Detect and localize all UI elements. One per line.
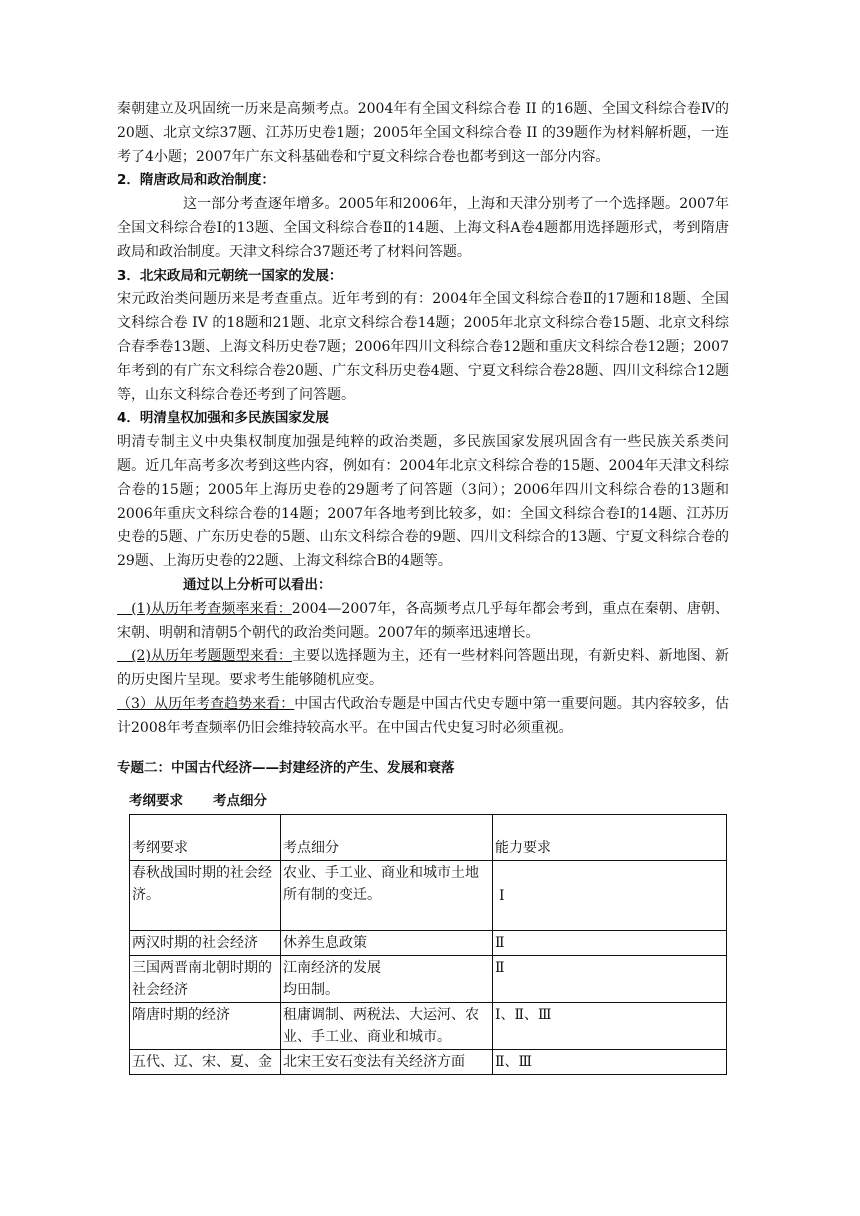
table-cell: Ⅰ、Ⅱ、Ⅲ — [493, 1003, 727, 1050]
table-cell: 休养生息政策 — [281, 931, 493, 956]
analysis-point-1-text: 2004—2007年，各高频考点几乎每年都会考到，重点在秦朝、唐朝、宋朝、明朝和清朝5个朝代的政治类问题。2007年的频率迅速增长。 — [117, 600, 729, 641]
topic-2-title: 专题二：中国古代经济——封建经济的产生、发展和衰落 — [117, 759, 455, 776]
table-cell: 三国两晋南北朝时期的社会经济 — [130, 956, 281, 1003]
analysis-point-2-text: 主要以选择题为主，还有一些材料问答题出现，有新史料、新地图、新的历史图片呈现。要求考生能够随机应变。 — [117, 648, 729, 689]
table-cell: 农业、手工业、商业和城市土地所有制的变迁。 — [281, 861, 493, 931]
table-row — [130, 1050, 727, 1075]
table-cell: 租庸调制、两税法、大运河、农业、手工业、商业和城市。 — [281, 1003, 493, 1050]
table-row — [130, 861, 727, 931]
analysis-point-3-label: （3）从历年考查趋势来看： — [117, 695, 295, 712]
analysis-point-2-label: (2)从历年考题题型来看： — [117, 648, 293, 665]
analysis-point-3-text: 中国古代政治专题是中国古代史专题中第一重要问题。其内容较多，估计2008年考查频率仍旧会维持较高水平。在中国古代史复习时必须重视。 — [117, 695, 729, 736]
requirements-heading — [129, 790, 729, 814]
analysis-point-1-label: (1)从历年考查频率来看： — [117, 600, 292, 617]
analysis-heading: 通过以上分析可以看出： — [183, 576, 332, 593]
table-row — [130, 1003, 727, 1050]
table-header-cell: 考点细分 — [281, 815, 493, 861]
table-cell: 北宋王安石变法有关经济方面 — [281, 1050, 493, 1075]
analysis-point-3 — [117, 693, 729, 741]
section-3-heading: 3．北宋政局和元朝统一国家的发展： — [117, 267, 343, 284]
analysis-point-1 — [117, 598, 729, 646]
table-row — [130, 931, 727, 956]
economy-requirements-table — [129, 814, 727, 1075]
document-page — [117, 98, 729, 1075]
section-3-body: 宋元政治类问题历来是考查重点。近年考到的有：2004年全国文科综合卷Ⅱ的17题和18题、全国文科综合卷 IV 的18题和21题、北京文科综合卷14题；2005年北京文科综合卷15题、北京文科综合春季卷13题、上海文科历史卷7题；2006年四川文科综合卷12题和重庆文科综合卷12题；2007年考到的有广东文科综合卷20题、广东文科历史卷4题、宁夏文科综合卷28题、四川文科综合12题等，山东文科综合卷还考到了问答题。 — [117, 291, 729, 403]
analysis-point-2 — [117, 645, 729, 693]
section-4-body: 明清专制主义中央集权制度加强是纯粹的政治类题，多民族国家发展巩固含有一些民族关系类问题。近几年高考多次考到这些内容，例如有：2004年北京文科综合卷的15题、2004年天津文科综合卷的15题；2005年上海历史卷的29题考了问答题（3问）；2006年四川文科综合卷的13题和2006年重庆文科综合卷的14题；2007年各地考到比较多，如：全国文科综合卷Ⅰ的14题、江苏历史卷的5题、广东历史卷的5题、山东文科综合卷的9题、四川文科综合的13题、宁夏文科综合卷的29题、上海历史卷的22题、上海文科综合B的4题等。 — [117, 434, 729, 570]
table-row — [130, 956, 727, 1003]
table-cell: Ⅱ — [493, 931, 727, 956]
table-cell: 江南经济的发展 均田制。 — [281, 956, 493, 1003]
section-2-body: 这一部分考查逐年增多。2005年和2006年，上海和天津分别考了一个选择题。2007年全国文科综合卷Ⅰ的13题、全国文科综合卷Ⅱ的14题、上海文科A卷4题都用选择题形式，考到隋唐政局和政治制度。天津文科综合37题还考了材料问答题。 — [117, 196, 729, 260]
table-header-row — [130, 815, 727, 861]
requirements-heading-2: 考点细分 — [213, 793, 267, 810]
section-4-heading: 4．明清皇权加强和多民族国家发展 — [117, 410, 329, 427]
table-cell: 两汉时期的社会经济 — [130, 931, 281, 956]
table-cell: 春秋战国时期的社会经济。 — [130, 861, 281, 931]
table-header-cell: 考纲要求 — [130, 815, 281, 861]
intro-paragraph: 秦朝建立及巩固统一历来是高频考点。2004年有全国文科综合卷 II 的16题、全国文科综合卷Ⅳ的20题、北京文综37题、江苏历史卷1题；2005年全国文科综合卷 II 的39题作为材料解析题，一连考了4小题；2007年广东文科基础卷和宁夏文科综合卷也都考到这一部分内容。 — [117, 101, 729, 165]
table-header-cell: 能力要求 — [493, 815, 727, 861]
section-2-heading: 2．隋唐政局和政治制度： — [117, 172, 275, 189]
table-cell: Ⅰ — [493, 861, 727, 931]
table-cell: Ⅱ — [493, 956, 727, 1003]
requirements-heading-1: 考纲要求 — [129, 793, 183, 810]
table-cell: 隋唐时期的经济 — [130, 1003, 281, 1050]
table-cell: Ⅱ、Ⅲ — [493, 1050, 727, 1075]
table-cell: 五代、辽、宋、夏、金 — [130, 1050, 281, 1075]
